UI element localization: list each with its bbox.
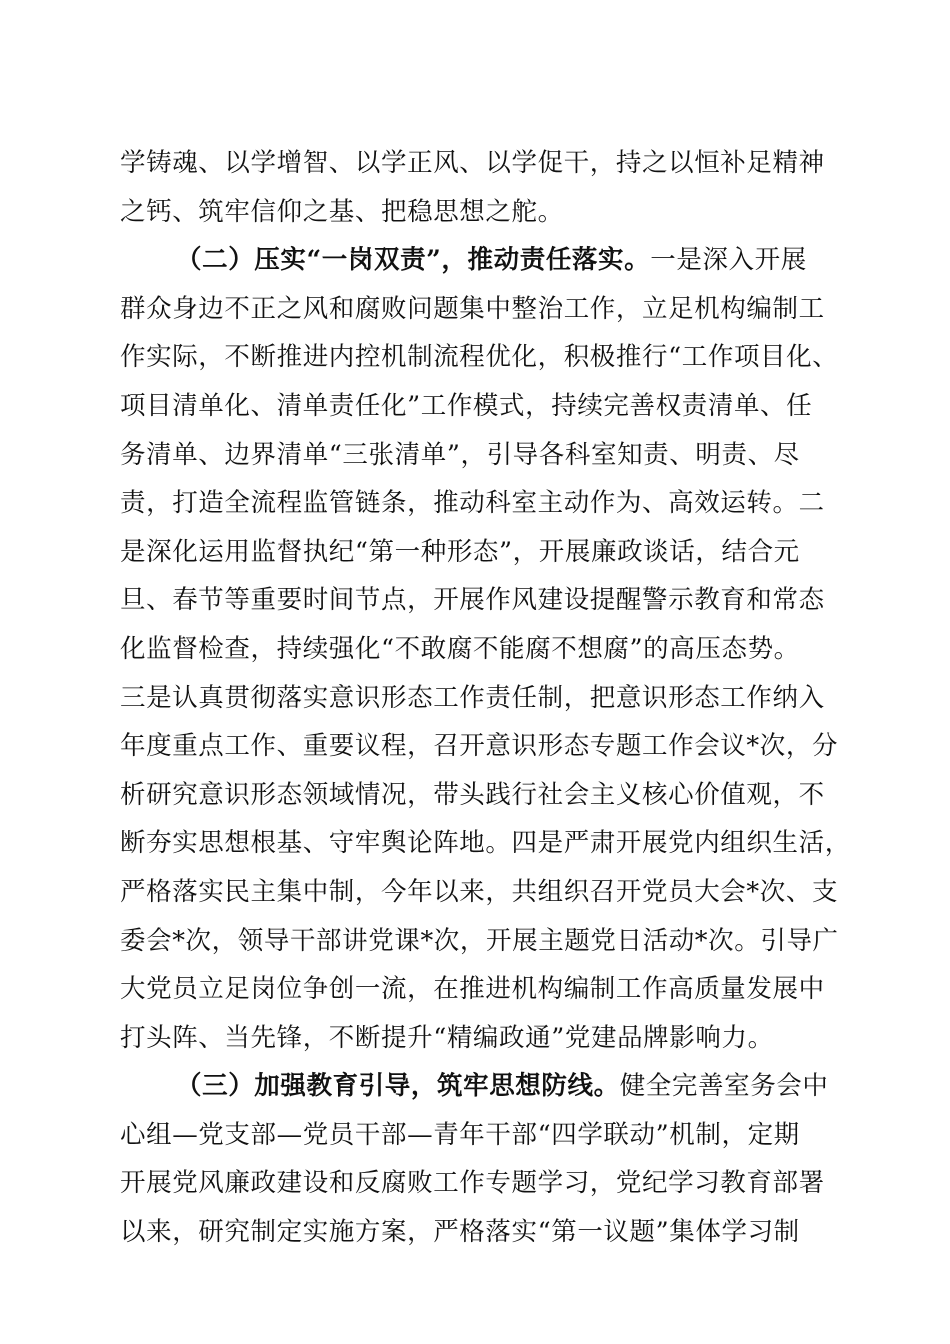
text-line: 责，打造全流程监管链条，推动科室主动作为、高效运转。二 [120,488,825,519]
text-line: 群众身边不正之风和腐败问题集中整治工作，立足机构编制工 [120,293,825,324]
text-line: 旦、春节等重要时间节点，开展作风建设提醒警示教育和常态 [120,585,825,616]
section-heading: （二）压实“一岗双责”，推动责任落实。 [176,245,651,276]
text-line: 学铸魂、以学增智、以学正风、以学促干，持之以恒补足精神 [120,148,825,178]
paragraph-3 [120,1066,829,1260]
text-line: 三是认真贯彻落实意识形态工作责任制，把意识形态工作纳入 [120,682,825,713]
text-line: 化监督检查，持续强化“不敢腐不能腐不想腐”的高压态势。 [120,633,800,664]
text-line: 年度重点工作、重要议程，召开意识形态专题工作会议*次，分 [120,731,839,762]
section-heading: （三）加强教育引导，筑牢思想防线。 [176,1071,620,1102]
text-line: 严格落实民主集中制，今年以来，共组织召开党员大会*次、支 [120,876,839,907]
text-line: 作实际，不断推进内控机制流程优化，积极推行“工作项目化、 [120,342,839,373]
text-run: 一是深入开展 [650,245,807,276]
text-line: 大党员立足岗位争创一流，在推进机构编制工作高质量发展中 [120,974,825,1005]
text-line: 开展党风廉政建设和反腐败工作专题学习，党纪学习教育部署 [120,1168,825,1199]
text-line: 是深化运用监督执纪“第一种形态”，开展廉政谈话，结合元 [120,536,800,567]
text-run: 健全完善室务会中 [619,1071,829,1102]
text-line: 之钙、筑牢信仰之基、把稳思想之舵。 [120,196,564,227]
text-line: 委会*次，领导干部讲党课*次，开展主题党日活动*次。引导广 [120,925,839,956]
text-line [120,240,820,289]
paragraph-2 [120,240,851,1066]
text-line: 务清单、边界清单“三张清单”，引导各科室知责、明责、尽 [120,439,800,470]
text-line: 析研究意识形态领域情况，带头践行社会主义核心价值观，不 [120,779,825,810]
text-line: 项目清单化、清单责任化”工作模式，持续完善权责清单、任 [120,390,813,421]
text-line [120,1066,829,1115]
paragraph-1 [120,143,825,240]
text-line: 打头阵、当先锋，不断提升“精编政通”党建品牌影响力。 [120,1022,774,1053]
text-line: 心组—党支部—党员干部—青年干部“四学联动”机制，定期 [120,1119,800,1150]
text-line: 以来，研究制定实施方案，严格落实“第一议题”集体学习制 [120,1217,800,1248]
text-line: 断夯实思想根基、守牢舆论阵地。四是严肃开展党内组织生活， [120,828,851,859]
